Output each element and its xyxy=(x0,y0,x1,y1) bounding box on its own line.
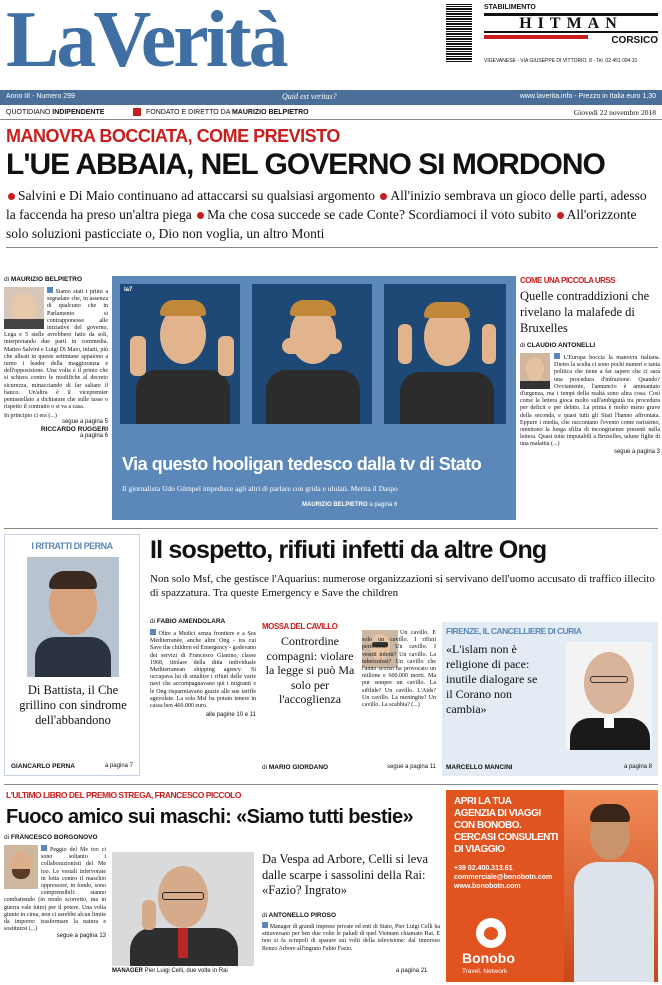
firenze-kicker: FIRENZE, IL CANCELLIERE DI CURIA xyxy=(446,626,582,636)
rai-byline: di ANTONELLO PIROSO xyxy=(262,912,337,919)
issue-band xyxy=(0,90,662,105)
bonobo-logo-icon xyxy=(476,918,506,948)
motto: Quid est veritas? xyxy=(282,92,337,101)
editorial-ref[interactable]: segue a pagina 5 xyxy=(61,419,108,426)
perna-kicker: I RITRATTI DI PERNA xyxy=(31,541,113,551)
barcode xyxy=(446,4,472,62)
firenze-quote: «L'islam non è religione di pace: inutile dialogare se il Corano non cambia» xyxy=(446,642,538,716)
ad-contacts xyxy=(454,864,552,891)
logo: LaVerità xyxy=(6,0,286,84)
firenze-box xyxy=(442,622,658,776)
photo-story xyxy=(112,276,516,520)
celli-photo xyxy=(112,852,254,966)
urss-byline: di CLAUDIO ANTONELLI xyxy=(520,342,596,349)
strega-ref[interactable]: segue a pagina 13 xyxy=(56,933,106,940)
ong-sub: Non solo Msf, che gestisce l'Aquarius: numerose organizzazioni si servivano dell'uomo accusato di traffico illecito di spazzatura. Tra queste Emergency e Save the children xyxy=(150,573,655,599)
urss-author-photo xyxy=(520,353,550,389)
hitman-ad xyxy=(484,4,658,76)
ad-person-photo xyxy=(564,790,658,982)
rai-ref[interactable]: a pagina 21 xyxy=(396,968,428,974)
urss-text: L'Europa boccia la manovra italiana. Dietro la scelta ci sono pochi numeri e tanta politica che tiene a far sapere che ci sarà una procedura d'infrazione. Quando? Ovviamente, l'annuncio è ammantato d'urgenza, ma i tempi della realtà sono altra cosa. Così come la lettera gioca molto sull'ambiguità tra procedura per deficit e per debito. La prima è molto meno grave della seconda, e quasi tutti gli Stati l'hanno affrontata. Eppure i media, che raccontano l'evento come rarissimo, omettono la lunga sfilza di incongruenze presenti nella lettera. Quasi tutte imputabili a Bruxelles, talune figlie di una malattia (...) xyxy=(520,355,660,448)
photo-story-headline: Via questo hooligan tedesco dalla tv di Stato xyxy=(122,454,482,474)
ong-byline: di FABIO AMENDOLARA xyxy=(150,618,226,625)
cavillo-kicker: MOSSA DEL CAVILLO xyxy=(262,622,338,631)
perna-box xyxy=(4,534,140,776)
perna-photo xyxy=(27,557,119,677)
masthead xyxy=(0,0,662,90)
strega-author-photo xyxy=(4,845,38,889)
ong-ref[interactable]: alle pagine 10 e 11 xyxy=(205,712,256,719)
lead-headline: L'UE ABBAIA, NEL GOVERNO SI MORDONO xyxy=(6,148,605,181)
rai-text: Manager di grandi imprese private ed enti di Stato, Pier Luigi Celli ha attraversato per ben due volte le paludi di quel Vietnam chiamato Rai. E non si fa scrupoli di sparare sui volti della televisione: dal timoroso Renzo Arbore all'ingrato Fabio Fazio. xyxy=(262,924,441,952)
ong-article xyxy=(150,618,256,776)
strega-article xyxy=(4,834,106,984)
editorial-author-photo xyxy=(4,287,44,329)
founder-line: QUOTIDIANO INDIPENDENTE FONDATO E DIRETTO DA MAURIZIO BELPIETRO Giovedì 22 novembre 2018 xyxy=(0,106,662,120)
founder-bullet xyxy=(133,108,141,116)
photo-story-sub: Il giornalista Udo Gümpel impedisce agli altri di parlare con grida e ululati. Merita il Daspo xyxy=(122,484,398,493)
urss-kicker: COME UNA PICCOLA URSS xyxy=(520,276,616,285)
divider-1 xyxy=(4,528,658,529)
bonobo-ad[interactable] xyxy=(446,790,658,982)
editorial-byline: di MAURIZIO BELPIETRO xyxy=(4,276,83,283)
ad-city: CORSICO xyxy=(611,35,658,46)
divider-2 xyxy=(4,784,658,785)
date: Giovedì 22 novembre 2018 xyxy=(573,108,656,117)
tv-frame-3 xyxy=(384,284,506,424)
perna-ref[interactable]: a pagina 7 xyxy=(104,763,133,769)
website-price[interactable]: www.laverita.info - Prezzo in Italia euro 1,30 xyxy=(519,93,656,100)
strega-kicker: L'ULTIMO LIBRO DEL PREMIO STREGA, FRANCESCO PICCOLO xyxy=(6,790,241,800)
rai-title: Da Vespa ad Arbore, Celli si leva dalle scarpe i sassolini della Rai: «Fazio? Ingrato» xyxy=(262,852,429,897)
firenze-author: MARCELLO MANCINI xyxy=(446,764,513,771)
strega-byline: di FRANCESCO BORGONOVO xyxy=(4,834,98,841)
editorial-column xyxy=(4,276,108,524)
ad-email[interactable]: commerciale@bonobotn.com xyxy=(454,874,553,881)
ad-address: VIGEVANESE - VIA GIUSEPPE DI VITTORIO, 8 - Tel. 02 451 094 31 xyxy=(484,58,638,64)
perna-title: Di Battista, il Che grillino con sindrome dell'abbandono xyxy=(19,683,127,727)
editorial-cont: In principio ci era (...) xyxy=(4,413,57,420)
lead-bullets: Salvini e Di Maio continuano ad attaccarsi su qualsiasi argomento All'inizio sembrava un gioco delle parti, adesso la faccenda ha preso un'altra piega Ma che cosa succede se cade Conte? Scordiamoci il voto subito All'orizzonte solo soluzioni pasticciate o, Dio non voglia, un altro Monti xyxy=(6,186,658,248)
tv-logo: la7 xyxy=(124,287,133,293)
hitman-brand: HITMAN xyxy=(484,13,658,33)
ong-text: Oltre a Medici senza frontiere e a Sos Méditerranée, anche altre Ong - tra cui Save the children ed Emergency - godevano dei servizi di Francesco Gianino, classe 1968, titolare della ditta individuale Mediterranean shipping agency. Si occupava lui di smaltire i rifiuti delle varie navi che accompagnavano qui i migranti e le Ong risparmiavano grazie alle sue tariffe agevolate. La sola Msf ha potuto tenere in cassa ben 460.000 euro. xyxy=(150,631,257,710)
urss-column xyxy=(520,276,660,524)
photo-story-byline: MAURIZIO BELPIETRO a pagina 6 xyxy=(302,502,398,508)
ad-web[interactable]: www.bonobotn.com xyxy=(454,883,521,890)
editorial-author2-ref[interactable]: a pagina 6 xyxy=(79,433,108,440)
issue-number: Anno III - Numero 299 xyxy=(6,93,75,100)
ad-brand: Bonobo xyxy=(462,950,515,966)
strega-headline: Fuoco amico sui maschi: «Siamo tutti bestie» xyxy=(6,806,414,828)
cavillo-byline: di MARIO GIORDANO xyxy=(262,764,329,771)
ong-headline: Il sospetto, rifiuti infetti da altre Ong xyxy=(150,536,547,564)
tv-frame-1 xyxy=(120,284,240,424)
cavillo-ref[interactable]: segue a pagina 11 xyxy=(387,764,436,770)
firenze-ref[interactable]: a pagina 8 xyxy=(623,764,652,770)
ad-phone[interactable]: +39 02.400.313.61 xyxy=(454,865,513,872)
celli-caption: MANAGER Pier Luigi Celli, due volte in Rai xyxy=(112,968,228,974)
urss-ref[interactable]: segue a pagina 3 xyxy=(613,448,660,455)
perna-author: GIANCARLO PERNA xyxy=(11,763,75,770)
editorial-author2: RICCARDO RUGGERI xyxy=(40,426,108,434)
lead-kicker: MANOVRA BOCCIATA, COME PREVISTO xyxy=(6,126,340,146)
firenze-photo xyxy=(566,642,652,750)
ad-tag: Travel. Network xyxy=(462,968,508,975)
editorial-text: Siamo stati i primi a segnalare che, in assenza di qualcuno che in Parlamento si contrapponesse alle iniziative del governo, Lega e 5 stelle avrebbero fatto da soli, interpretando due parti in commedia. Matteo Salvini e Luigi Di Maio, infatti, più che alleati in queste settimane appaiono a turno i leader della maggioranza e dell'opposizione. Una volta è il primo che si schiera contro le modifiche al decreto sicurezza, minacciando di far saltare il banco. Un'altra è il vicepremier pentastellato a dichiarare che sulle tasse o rispetto il contratto o si va a casa. xyxy=(4,289,108,411)
tv-frame-2 xyxy=(252,284,372,424)
ad-headline: APRI LA TUA AGENZIA DI VIAGGI CON BONOBO. CERCASI CONSULENTI DI VIAGGIO xyxy=(454,796,558,855)
ad-top-label: STABILIMENTO xyxy=(484,4,536,11)
cavillo-box xyxy=(262,622,436,776)
strega-text: Peggio del Me too ci sono soltanto i collaborazionisti del Me too. Le vestali infervorate in lotta contro il maschio oppressore, in fondo, sono comprensibili: stanno combattendo (in modo scorretto, ma in guerra vale tutto) per il potere. Una volta giunte in cima, non ci sarebbe alcun limite da imporre: trasformare la natura e sostituirsi (...) xyxy=(4,847,106,933)
cavillo-text: Un cavillo. E solo un cavillo. I rifiuti pericolosi? Un cavillo. I vestiti infetti? Un cavillo. La tubercolosi? Un cavillo che l'anno scorso ha provocato un milione e 600.000 morti. Ma pur sempre un cavillo. La sifilide? Un cavillo. L'Aids? Un cavillo. La meningite? Un cavillo. La scabbia? (...) xyxy=(362,630,436,709)
cavillo-title: Contrordine compagni: violare la legge si può Ma solo per l'accoglienza xyxy=(265,634,355,706)
urss-title: Quelle contraddizioni che rivelano la malafede di Bruxelles xyxy=(520,289,650,335)
